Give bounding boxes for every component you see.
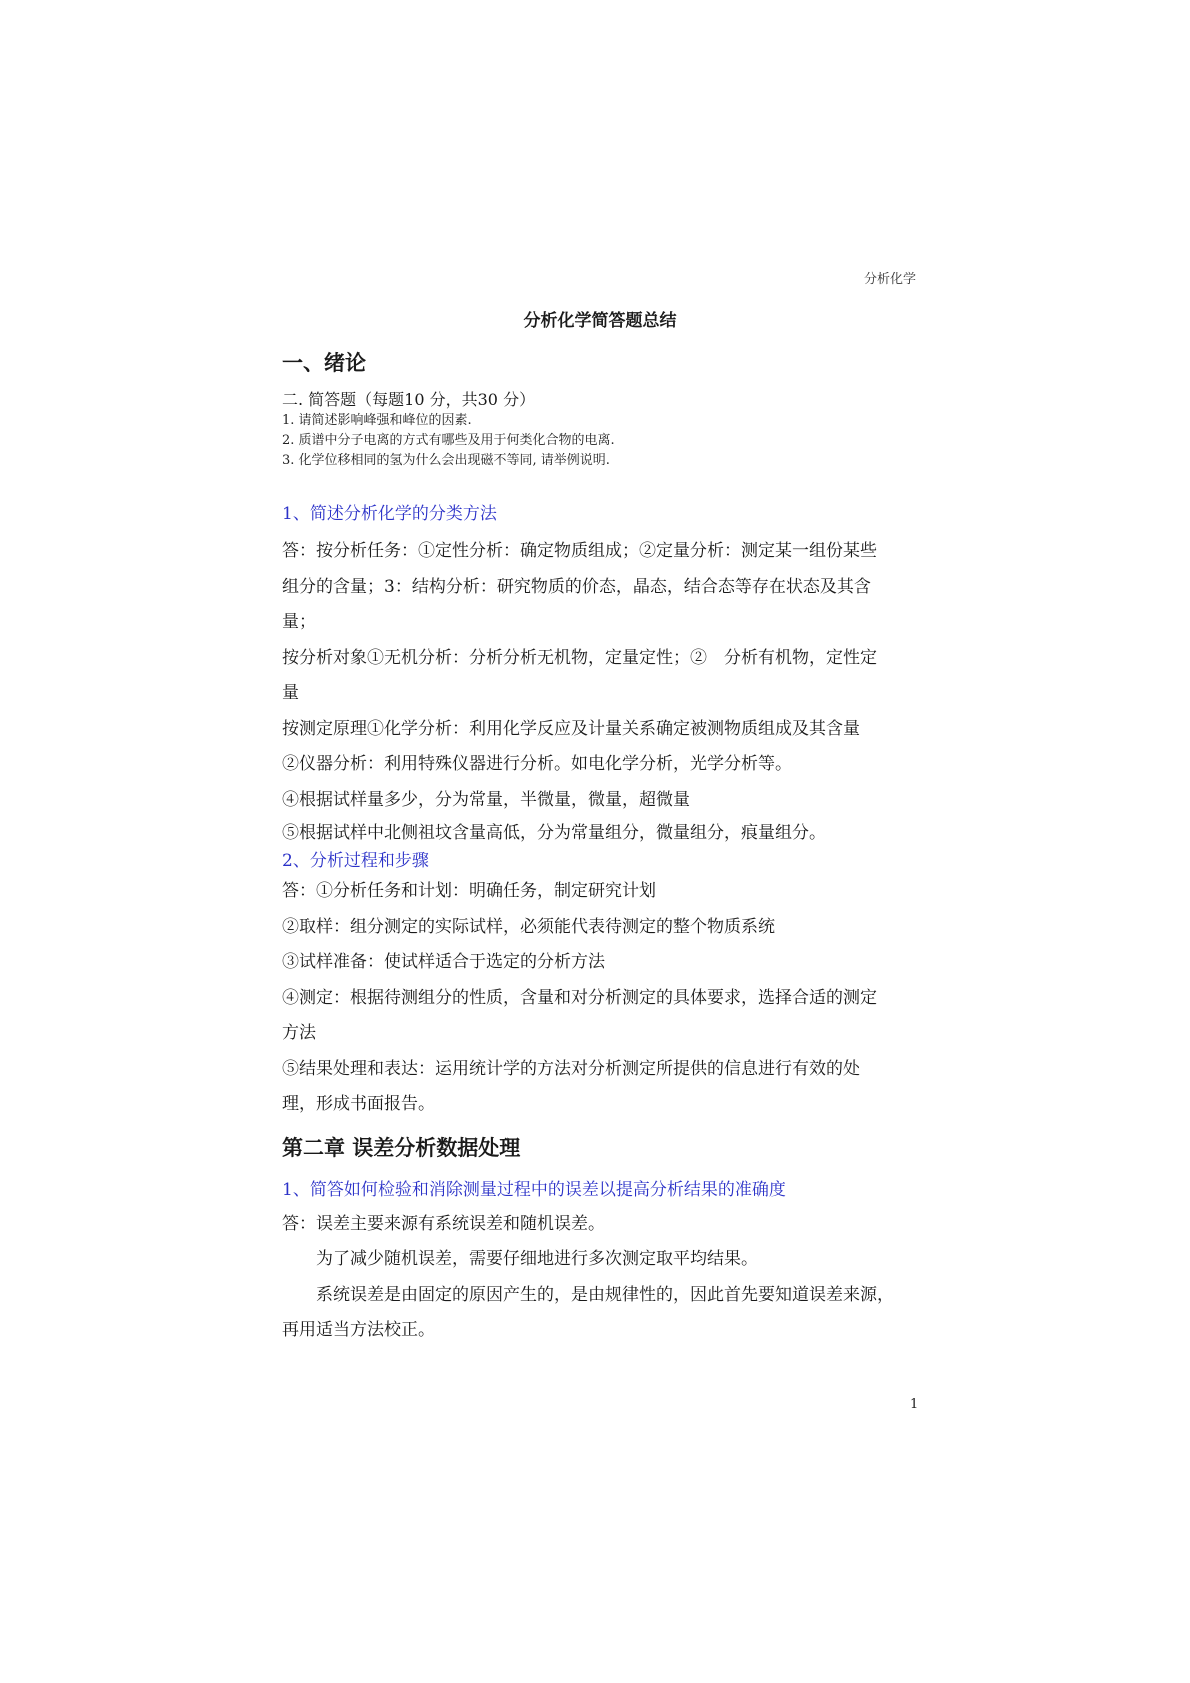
question-item: 2. 质谱中分子电离的方式有哪些及用于何类化合物的电离. (282, 433, 615, 448)
answer-line: ②仪器分析：利用特殊仪器进行分析。如电化学分析，光学分析等。 (282, 754, 792, 774)
answer-line: ⑤结果处理和表达：运用统计学的方法对分析测定所提供的信息进行有效的处 (282, 1058, 860, 1079)
answer-line: 按测定原理①化学分析：利用化学反应及计量关系确定被测物质组成及其含量 (282, 718, 860, 739)
chapter-2-question-1 (282, 1175, 918, 1349)
chapter-1-heading: 一、绪论 (282, 351, 366, 375)
answer-line: 答：①分析任务和计划：明确任务，制定研究计划 (282, 881, 656, 901)
answer-line: 系统误差是由固定的原因产生的，是由规律性的，因此首先要知道误差来源， (316, 1284, 894, 1305)
answer-line: 按分析对象①无机分析：分析分析无机物，定量定性；② 分析有机物，定性定 (282, 647, 877, 668)
answer-line: 量； (282, 612, 316, 632)
answer-line: 答：按分析任务：①定性分析：确定物质组成；②定量分析：测定某一组份某些 (282, 541, 877, 561)
question-item: 1. 请简述影响峰强和峰位的因素. (282, 413, 472, 428)
answer-line: ⑤根据试样中北侧祖坟含量高低，分为常量组分，微量组分，痕量组分。 (282, 823, 826, 843)
answer-line: ④根据试样量多少，分为常量，半微量，微量，超微量 (282, 789, 690, 810)
answer-line: 为了减少随机误差，需要仔细地进行多次测定取平均结果。 (316, 1249, 758, 1269)
answer-line: ②取样：组分测定的实际试样，必须能代表待测定的整个物质系统 (282, 916, 775, 937)
answer-line: 方法 (282, 1023, 316, 1043)
question-title: 1、简答如何检验和消除测量过程中的误差以提高分析结果的准确度 (282, 1179, 786, 1200)
page-number: 1 (910, 1397, 919, 1412)
answer-line: 再用适当方法校正。 (282, 1320, 435, 1340)
question-item: 3. 化学位移相同的氢为什么会出现磁不等同, 请举例说明. (282, 453, 610, 468)
question-list-block (282, 388, 918, 471)
chapter-1-question-2 (282, 848, 918, 1123)
answer-line: 理，形成书面报告。 (282, 1094, 435, 1114)
chapter-2-heading: 第二章 误差分析数据处理 (282, 1135, 521, 1160)
chapter-1-question-1 (282, 499, 918, 848)
running-header: 分析化学 (863, 272, 916, 287)
document-title: 分析化学简答题总结 (523, 311, 677, 331)
question-list-heading: 二. 简答题（每题10 分，共30 分） (282, 390, 536, 409)
answer-line: 答：误差主要来源有系统误差和随机误差。 (282, 1213, 605, 1234)
page-content (282, 310, 918, 1349)
answer-line: ③试样准备：使试样适合于选定的分析方法 (282, 952, 605, 972)
answer-line: ④测定：根据待测组分的性质，含量和对分析测定的具体要求，选择合适的测定 (282, 987, 877, 1008)
question-title: 1、简述分析化学的分类方法 (282, 504, 497, 524)
question-title: 2、分析过程和步骤 (282, 851, 429, 871)
answer-line: 组分的含量；3：结构分析：研究物质的价态，晶态，结合态等存在状态及其含 (282, 576, 871, 597)
answer-line: 量 (282, 683, 299, 703)
